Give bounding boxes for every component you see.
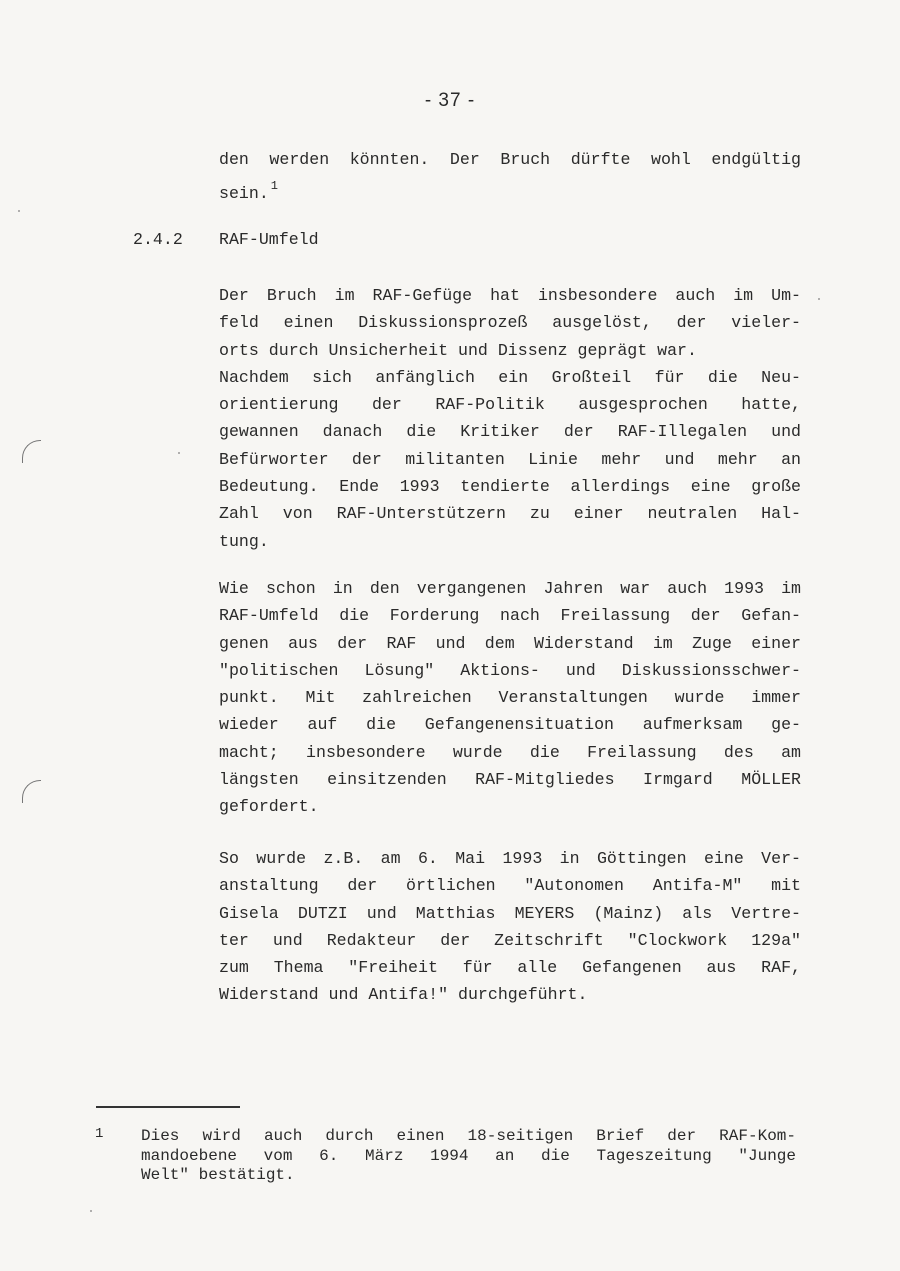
text-line: tung.	[219, 531, 269, 551]
section-title: RAF-Umfeld	[219, 230, 319, 249]
text-line: Der Bruch im RAF-Gefüge hat insbesondere auch im Um-	[219, 286, 801, 305]
scan-speck	[90, 1210, 92, 1212]
footnote-reference: 1	[270, 179, 278, 194]
paragraph-3	[219, 845, 801, 1009]
footnote-marker: 1	[95, 1126, 104, 1142]
text-line: längsten einsitzenden RAF-Mitgliedes Irmgard MÖLLER	[219, 770, 801, 790]
text-line: Dies wird auch durch einen 18-seitigen Brief der RAF-Kom-	[141, 1127, 796, 1145]
page-number: - 37 -	[424, 90, 476, 111]
text-line: Widerstand und Antifa!" durchgeführt.	[219, 985, 588, 1005]
text-line: So wurde z.B. am 6. Mai 1993 in Göttingen eine Ver-	[219, 849, 801, 868]
footnote-text	[141, 1127, 796, 1186]
text-line: Nachdem sich anfänglich ein Großteil für die Neu-	[219, 367, 801, 387]
text-line: macht; insbesondere wurde die Freilassung des am	[219, 742, 801, 762]
text-line: sein. $^1$	[219, 179, 278, 204]
text-line: Gisela DUTZI und Matthias MEYERS (Mainz) als Vertre-	[219, 903, 801, 923]
text-line: gewannen danach die Kritiker der RAF-Illegalen und	[219, 422, 801, 442]
text-line: orts durch Unsicherheit und Dissenz geprägt war.	[219, 340, 697, 360]
text-line: RAF-Umfeld die Forderung nach Freilassung der Gefan-	[219, 606, 801, 626]
paragraph-2	[219, 575, 801, 821]
text-line: wieder auf die Gefangenensituation aufmerksam ge-	[219, 715, 801, 735]
text-line: zum Thema "Freiheit für alle Gefangenen aus RAF,	[219, 958, 801, 978]
binder-hole-mark	[22, 780, 41, 803]
text-line: genen aus der RAF und dem Widerstand im Zuge einer	[219, 633, 801, 653]
scan-speck	[18, 210, 20, 212]
scan-speck	[818, 298, 820, 300]
text-line: Befürworter der militanten Linie mehr und mehr an	[219, 449, 801, 469]
text-line: "politischen Lösung" Aktions- und Diskussionsschwer-	[219, 660, 801, 680]
text-line: feld einen Diskussionsprozeß ausgelöst, der vieler-	[219, 313, 801, 333]
footnote-divider	[96, 1106, 240, 1108]
text-line: Zahl von RAF-Unterstützern zu einer neutralen Hal-	[219, 504, 801, 524]
text-line: mandoebene vom 6. März 1994 an die Tageszeitung "Junge	[141, 1146, 796, 1165]
scan-speck	[178, 452, 180, 454]
text-line: anstaltung der örtlichen "Autonomen Antifa-M" mit	[219, 876, 801, 896]
continuation-text	[219, 146, 801, 204]
text-line: Bedeutung. Ende 1993 tendierte allerdings eine große	[219, 477, 801, 497]
binder-hole-mark	[22, 440, 41, 463]
section-number: 2.4.2	[133, 230, 183, 249]
text-line: orientierung der RAF-Politik ausgesprochen hatte,	[219, 395, 801, 415]
text-line: Welt" bestätigt.	[141, 1166, 295, 1184]
paragraph-1	[219, 282, 801, 555]
text-line: punkt. Mit zahlreichen Veranstaltungen wurde immer	[219, 688, 801, 708]
text-line: den werden könnten. Der Bruch dürfte wohl endgültig	[219, 150, 801, 169]
text-line: gefordert.	[219, 797, 319, 817]
text-line: ter und Redakteur der Zeitschrift "Clockwork 129a"	[219, 930, 801, 950]
text-line: Wie schon in den vergangenen Jahren war auch 1993 im	[219, 579, 801, 598]
